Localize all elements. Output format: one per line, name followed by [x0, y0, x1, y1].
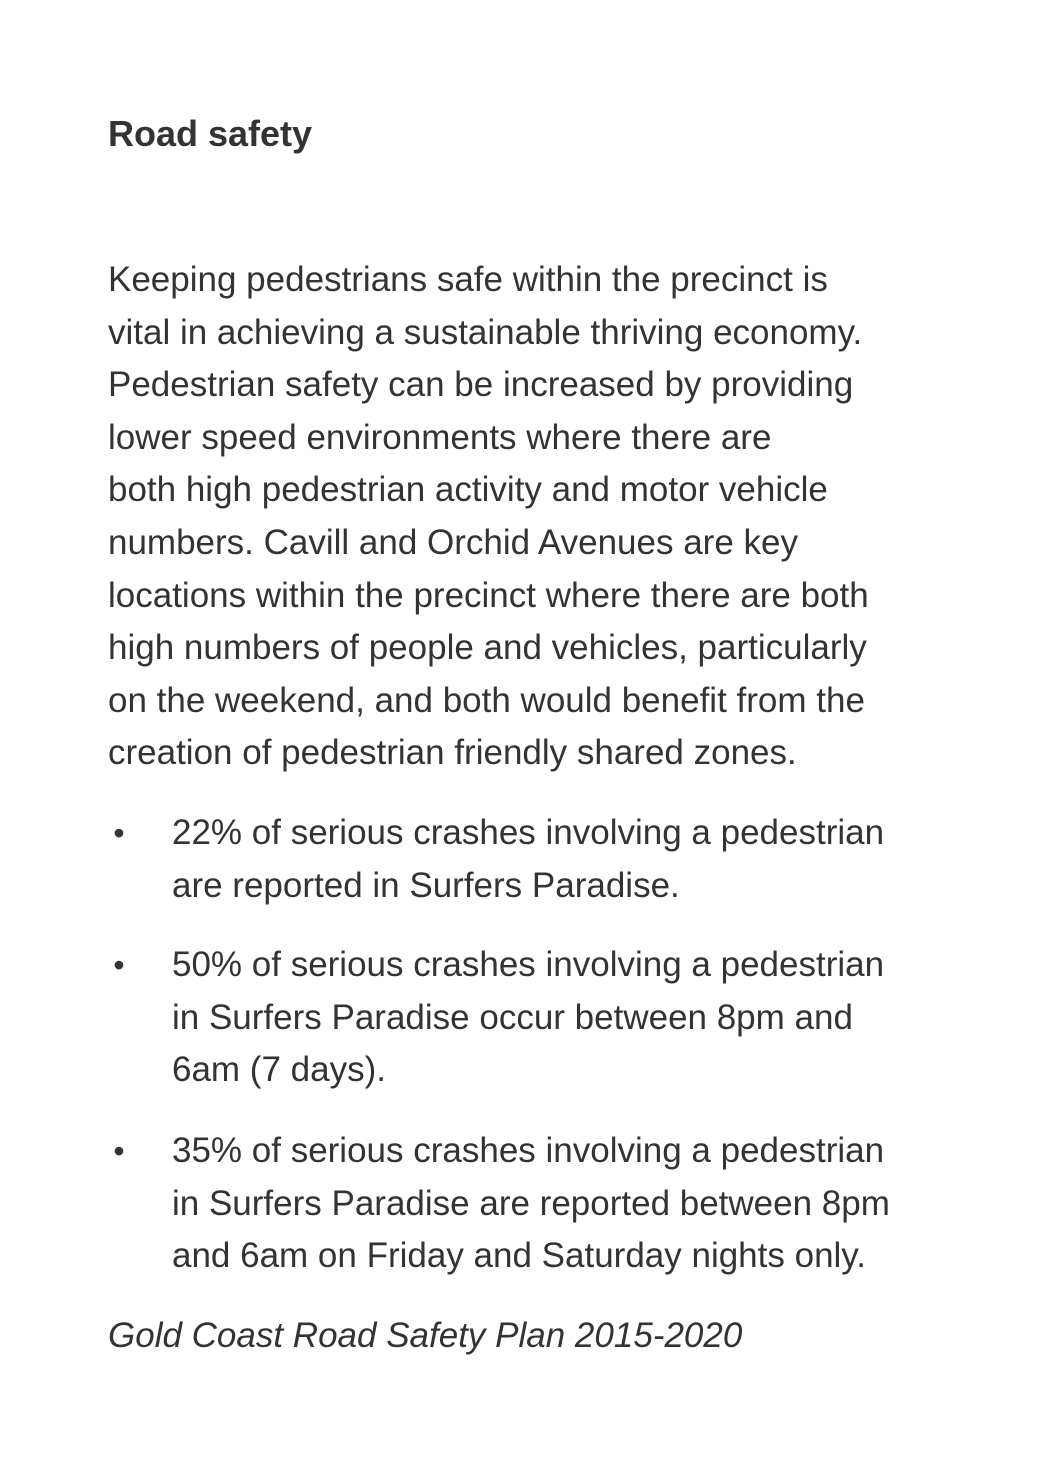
intro-line: vital in achieving a sustainable thriving economy. [108, 312, 863, 352]
intro-line: locations within the precinct where there are both [108, 575, 869, 615]
bullet-text [172, 1125, 890, 1283]
bullet-line: 35% of serious crashes involving a pedestrian [172, 1131, 885, 1170]
intro-line: Keeping pedestrians safe within the precinct is [108, 260, 828, 299]
bullet-icon: • [113, 1133, 125, 1169]
bullet-line: in Surfers Paradise are reported between 8pm [172, 1183, 890, 1223]
intro-line: numbers. Cavill and Orchid Avenues are key [108, 522, 798, 562]
intro-line: both high pedestrian activity and motor vehicle [108, 470, 828, 510]
bullet-line: are reported in Surfers Paradise. [172, 865, 680, 905]
intro-line: on the weekend, and both would benefit from the [108, 680, 865, 720]
intro-paragraph [108, 254, 968, 780]
bullet-line: and 6am on Friday and Saturday nights only. [172, 1236, 866, 1276]
bullet-icon: • [113, 815, 125, 851]
section-heading: Road safety [108, 113, 313, 154]
bullet-text [172, 807, 884, 912]
bullet-line: 22% of serious crashes involving a pedestrian [172, 813, 885, 852]
bullet-line: 50% of serious crashes involving a pedestrian [172, 945, 885, 984]
source-citation: Gold Coast Road Safety Plan 2015-2020 [108, 1316, 743, 1355]
bullet-line: 6am (7 days). [172, 1050, 386, 1090]
intro-line: creation of pedestrian friendly shared zones. [108, 733, 797, 773]
bullet-line: in Surfers Paradise occur between 8pm and [172, 997, 853, 1037]
bullet-text [172, 939, 884, 1097]
intro-line: lower speed environments where there are [108, 417, 772, 457]
intro-line: Pedestrian safety can be increased by providing [108, 365, 854, 405]
intro-line: high numbers of people and vehicles, particularly [108, 628, 867, 668]
bullet-icon: • [113, 947, 125, 983]
